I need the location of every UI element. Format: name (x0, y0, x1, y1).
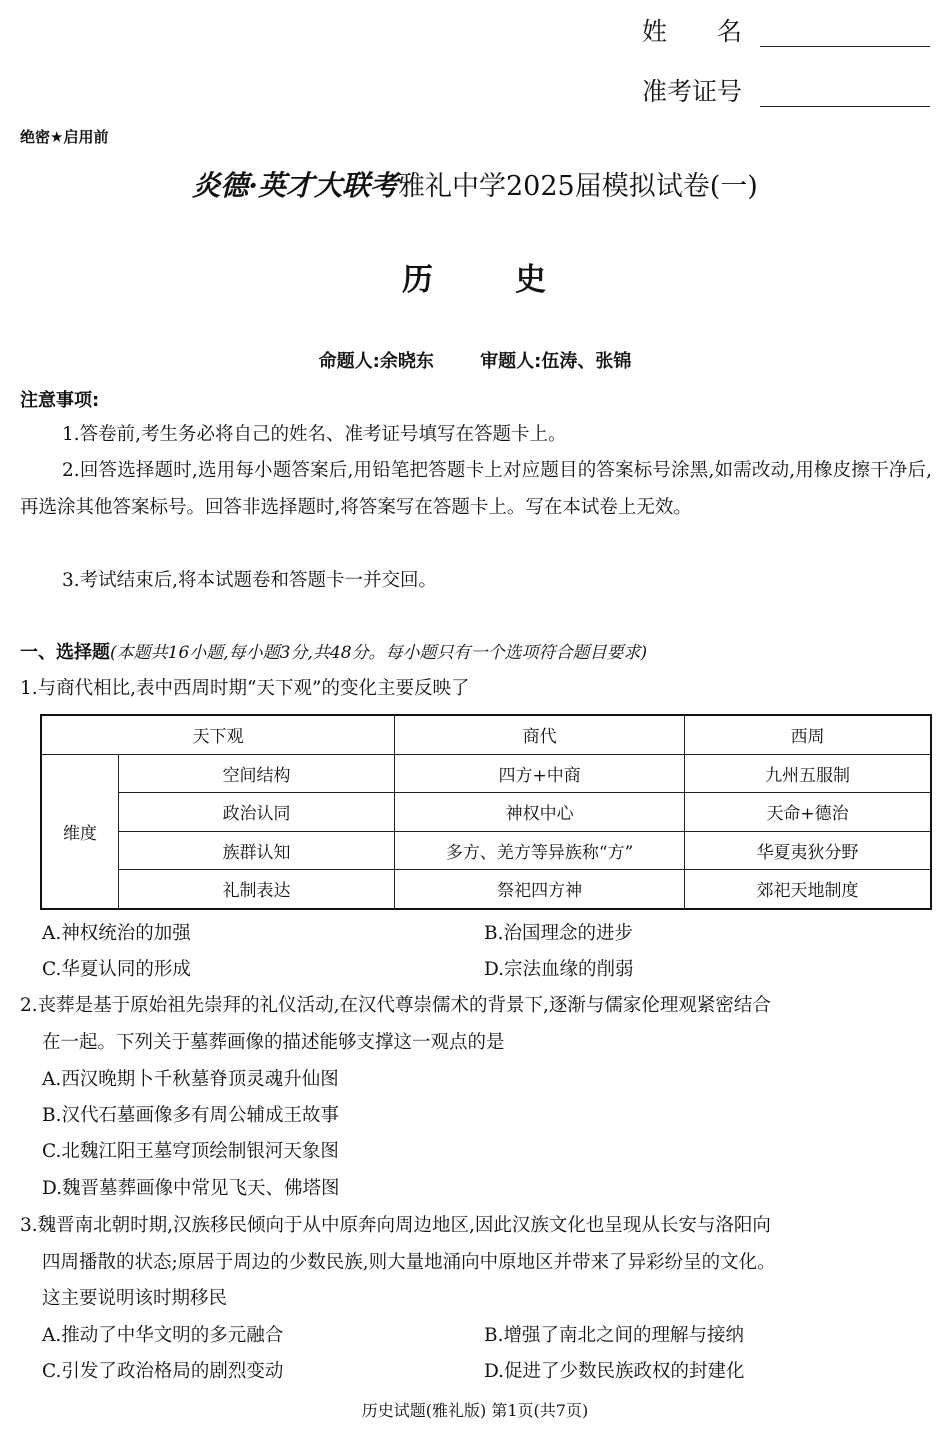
table-cell: 四方+中商 (395, 754, 685, 793)
question-1-stem: 1.与商代相比,表中西周时期“天下观”的变化主要反映了 (20, 678, 470, 699)
q3-stem-line-1: 3.魏晋南北朝时期,汉族移民倾向于从中原奔向周边地区,因此汉族文化也呈现从长安与洛阳向 (20, 1215, 771, 1236)
table-cell: 多方、羌方等异族称“方” (395, 831, 685, 870)
q1-option-c: C.华夏认同的形成 (42, 959, 191, 980)
table-cell: 神权中心 (395, 793, 685, 832)
q2-option-c: C.北魏江阳王墓穹顶绘制银河天象图 (42, 1141, 339, 1162)
q2-option-d: D.魏晋墓葬画像中常见飞天、佛塔图 (42, 1178, 340, 1199)
table-cell: 九州五服制 (685, 754, 931, 793)
notice-item-2: 2.回答选择题时,选用每小题答案后,用铅笔把答题卡上对应题目的答案标号涂黑,如需改动,用橡皮擦干净后,再选涂其他答案标号。回答非选择题时,将答案写在答题卡上。写在本试卷上无效。 (20, 460, 932, 518)
table-group-label: 维度 (41, 754, 119, 909)
question-1-table (40, 714, 932, 910)
table-header-cell: 天下观 (41, 715, 395, 754)
subject-char-2: 史 (515, 262, 548, 298)
reviewer: 审题人:伍涛、张锦 (480, 351, 632, 372)
exam-title-text: 雅礼中学2025届模拟试卷(一) (397, 171, 758, 202)
table-cell: 礼制表达 (119, 870, 395, 909)
table-cell: 空间结构 (119, 754, 395, 793)
exam-id-blank-line[interactable] (760, 106, 930, 107)
table-header-cell: 西周 (685, 715, 931, 754)
q2-stem-line-1: 2.丧葬是基于原始祖先崇拜的礼仪活动,在汉代尊崇儒术的背景下,逐渐与儒家伦理观紧密结合 (20, 995, 771, 1016)
notice-item-1: 1.答卷前,考生务必将自己的姓名、准考证号填写在答题卡上。 (62, 424, 567, 445)
exam-title (0, 168, 950, 205)
subject-char-1: 历 (402, 262, 435, 298)
notice-heading: 注意事项: (20, 390, 100, 411)
table-header-row (41, 715, 931, 754)
q2-option-a: A.西汉晚期卜千秋墓脊顶灵魂升仙图 (42, 1069, 339, 1090)
q3-option-a: A.推动了中华文明的多元融合 (42, 1325, 284, 1346)
q1-option-a: A.神权统治的加强 (42, 923, 191, 944)
setter: 命题人:余晓东 (318, 351, 434, 372)
section-title: 一、选择题 (20, 642, 110, 663)
q3-stem-line-3: 这主要说明该时期移民 (42, 1288, 228, 1309)
exam-id-field-row (642, 76, 760, 108)
exam-brand: 炎德·英才大联考 (192, 169, 398, 202)
q3-option-c: C.引发了政治格局的剧烈变动 (42, 1361, 284, 1382)
q2-option-b: B.汉代石墓画像多有周公辅成王故事 (42, 1105, 339, 1126)
section-note: (本题共16小题,每小题3分,共48分。每小题只有一个选项符合题目要求) (110, 643, 648, 663)
question-3-stem (20, 1208, 932, 1318)
name-field-row (642, 16, 760, 48)
secret-mark: 绝密★启用前 (20, 128, 109, 146)
authors-line (0, 347, 950, 373)
table-header-cell: 商代 (395, 715, 685, 754)
table-cell: 天命+德治 (685, 793, 931, 832)
table-row (41, 870, 931, 909)
name-blank-line[interactable] (760, 46, 930, 47)
name-label: 姓 名 (642, 17, 743, 46)
section-heading (20, 640, 647, 666)
table-row (41, 831, 931, 870)
q2-stem-line-2: 在一起。下列关于墓葬画像的描述能够支撑这一观点的是 (42, 1031, 505, 1053)
table-cell: 郊祀天地制度 (685, 870, 931, 909)
q3-option-d: D.促进了少数民族政权的封建化 (484, 1361, 745, 1382)
notice-item-3: 3.考试结束后,将本试题卷和答题卡一并交回。 (62, 570, 438, 591)
exam-id-label: 准考证号 (642, 77, 743, 106)
table-cell: 华夏夷狄分野 (685, 831, 931, 870)
q1-option-b: B.治国理念的进步 (484, 923, 633, 944)
q1-option-d: D.宗法血缘的削弱 (484, 959, 634, 980)
table-row (41, 754, 931, 793)
page-footer: 历史试题(雅礼版) 第1页(共7页) (361, 1401, 589, 1420)
question-2-stem (20, 988, 932, 1061)
table-cell: 族群认知 (119, 831, 395, 870)
table-cell: 政治认同 (119, 793, 395, 832)
subject-title (0, 254, 950, 299)
q3-option-b: B.增强了南北之间的理解与接纳 (484, 1325, 744, 1346)
table-cell: 祭祀四方神 (395, 870, 685, 909)
table-row (41, 793, 931, 832)
q3-stem-line-2: 四周播散的状态;原居于周边的少数民族,则大量地涌向中原地区并带来了异彩纷呈的文化。 (42, 1251, 776, 1273)
